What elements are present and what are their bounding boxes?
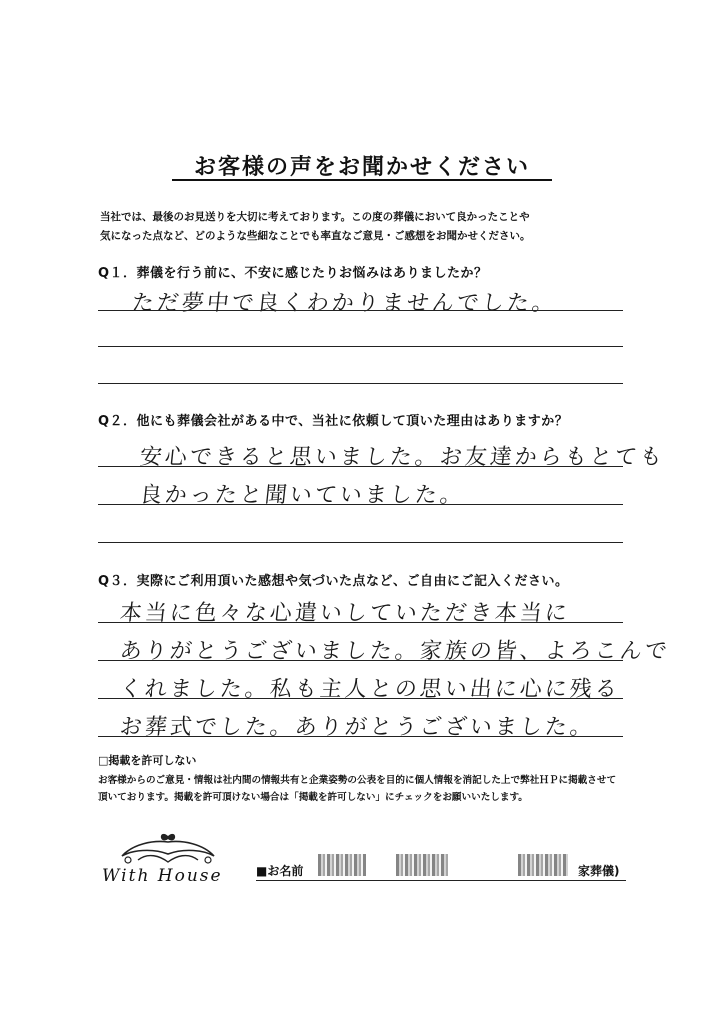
policy-line-2: 頂いております。掲載を許可頂けない場合は「掲載を許可しない」にチェックをお願いいたします。 <box>98 792 528 803</box>
lotus-swirl-icon <box>98 830 238 870</box>
answer-2-line-2: 良かったと聞いていました。 <box>138 483 467 508</box>
question-3-label: Q３．実際にご利用頂いた感想や気づいた点など、ご自由にご記入ください。 <box>98 574 569 589</box>
question-1-label: Q１．葬儀を行う前に、不安に感じたりお悩みはありましたか？ <box>98 266 488 281</box>
name-field <box>318 852 558 878</box>
policy-line-1: お客様からのご意見・情報は社内間の情報共有と企業姿勢の公表を目的に個人情報を消記した上で弊社ＨＰに掲載させて <box>98 775 617 786</box>
answer-3-line-4: お葬式でした。ありがとうございました。 <box>118 715 597 740</box>
answer-rule <box>98 542 623 543</box>
page-title: お客様の声をお聞かせください <box>193 154 530 180</box>
answer-rule <box>98 698 623 699</box>
answer-rule <box>98 660 623 661</box>
answer-3-line-3: くれました。私も主人との思い出に心に残る <box>118 677 622 702</box>
name-underline <box>256 880 626 881</box>
redacted-name-part <box>518 854 568 876</box>
intro-line-1: 当社では、最後のお見送りを大切に考えております。この度の葬儀において良かったことや <box>100 211 530 223</box>
answer-rule <box>98 310 623 311</box>
company-logo <box>98 830 238 890</box>
policy-text <box>98 772 638 806</box>
answer-rule <box>98 622 623 623</box>
redacted-name-part <box>318 854 366 876</box>
title-underline <box>172 179 552 181</box>
answer-rule <box>98 504 623 505</box>
answer-rule <box>98 466 623 467</box>
intro-line-2: 気になった点など、どのような些細なことでも率直なご意見・ご感想をお聞かせください。 <box>100 230 531 242</box>
answer-2-line-1: 安心できると思いました。お友達からもとても <box>138 445 667 470</box>
answer-rule <box>98 383 623 384</box>
intro-text <box>100 208 640 246</box>
answer-rule <box>98 346 623 347</box>
name-suffix: 家葬儀) <box>578 864 620 878</box>
logo-text: With House <box>102 866 223 886</box>
name-label: ■お名前 <box>256 864 304 878</box>
no-publish-checkbox[interactable]: □掲載を許可しない <box>98 754 197 767</box>
answer-1-line-1: ただ夢中で良くわかりませんでした。 <box>130 291 559 316</box>
answer-3-line-2: ありがとうございました。家族の皆、よろこんで <box>118 639 672 664</box>
answer-3-line-1: 本当に色々な心遣いしていただき本当に <box>118 601 572 626</box>
redacted-name-part <box>396 854 448 876</box>
question-2-label: Q２．他にも葬儀会社がある中で、当社に依頼して頂いた理由はありますか？ <box>98 414 569 429</box>
answer-rule <box>98 736 623 737</box>
